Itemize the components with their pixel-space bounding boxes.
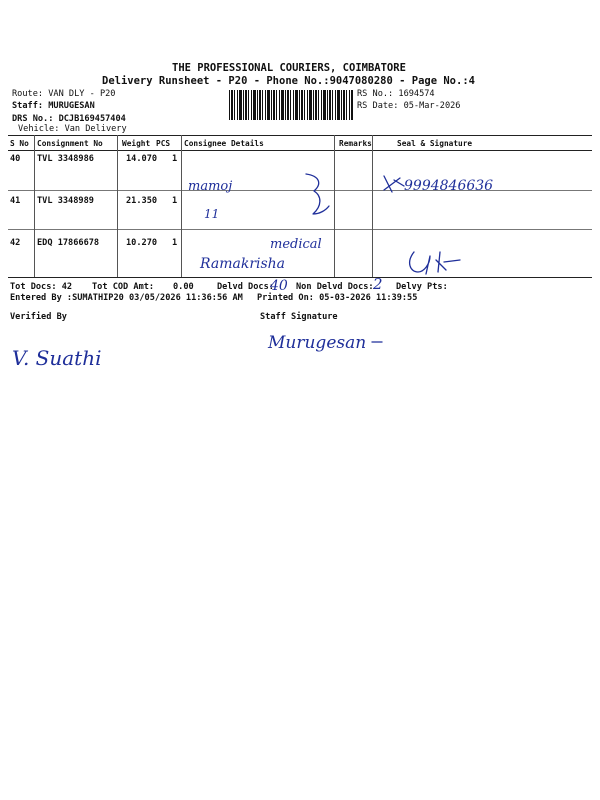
- non-delvd-docs-label: Non Delvd Docs:: [296, 282, 374, 292]
- row1-signature-handwriting: 9994846636: [404, 178, 494, 194]
- col-header-consignee: Consignee Details: [184, 139, 264, 148]
- verified-by-label: Verified By: [10, 312, 67, 322]
- tot-docs: Tot Docs: 42: [10, 282, 73, 292]
- entered-by: Entered By :SUMATHIP20 03/05/2026 11:36:56 AM: [10, 293, 243, 303]
- row-consignment: TVL 3348986: [37, 154, 94, 164]
- row3-consignee-handwriting-line2: Ramakrisha: [200, 256, 286, 272]
- row-sno: 42: [10, 238, 21, 248]
- rs-date: RS Date: 05-Mar-2026: [357, 101, 461, 111]
- rs-number: RS No.: 1694574: [357, 89, 435, 99]
- staff-signature-label: Staff Signature: [260, 312, 338, 322]
- route-label: Route: VAN DLY - P20: [12, 89, 116, 99]
- row-weight: 14.070: [126, 154, 158, 164]
- drs-number: DRS No.: DCJB169457404: [12, 114, 126, 124]
- row-weight: 10.270: [126, 238, 158, 248]
- brace-stroke: [306, 174, 329, 214]
- row-pcs: 1: [172, 154, 178, 164]
- row3-consignee-handwriting-line1: medical: [270, 237, 322, 252]
- col-header-remarks: Remarks: [339, 139, 372, 148]
- row-weight: 21.350: [126, 196, 158, 206]
- col-header-seal: Seal & Signature: [397, 139, 473, 148]
- row-sno: 41: [10, 196, 21, 206]
- row-consignment: EDQ 17866678: [37, 238, 100, 248]
- delvd-docs-label: Delvd Docs:: [217, 282, 274, 292]
- staff-label: Staff: MURUGESAN: [12, 101, 95, 111]
- printed-on: Printed On: 05-03-2026 11:39:55: [257, 293, 418, 303]
- runsheet-subtitle: Delivery Runsheet - P20 - Phone No.:9047080280 - Page No.:4: [102, 75, 475, 87]
- delvy-pts-label: Delvy Pts:: [396, 282, 448, 292]
- row-consignment: TVL 3348989: [37, 196, 94, 206]
- row-sno: 40: [10, 154, 21, 164]
- row1-consignee-handwriting: mamoj: [188, 179, 233, 194]
- staff-signature-handwriting: Murugesan: [268, 333, 367, 353]
- tot-cod-value: 0.00: [173, 282, 194, 292]
- col-header-pcs: PCS: [156, 139, 171, 148]
- col-header-weight: Weight: [122, 139, 151, 148]
- tot-cod-label: Tot COD Amt:: [92, 282, 155, 292]
- col-header-sno: S No: [10, 139, 29, 148]
- company-title: THE PROFESSIONAL COURIERS, COIMBATORE: [172, 62, 406, 74]
- row2-consignee-handwriting: 11: [204, 207, 220, 221]
- delvd-docs-handwriting: 40: [270, 278, 288, 294]
- seal-scribble: [384, 176, 404, 192]
- verified-by-signature: V. Suathi: [12, 346, 102, 370]
- row3-seal-signature: [410, 252, 460, 274]
- col-header-consignment: Consignment No: [37, 139, 103, 148]
- vehicle-label: Vehicle: Van Delivery: [18, 124, 127, 134]
- row-pcs: 1: [172, 238, 178, 248]
- non-delvd-docs-handwriting: 2: [373, 275, 383, 293]
- row-pcs: 1: [172, 196, 178, 206]
